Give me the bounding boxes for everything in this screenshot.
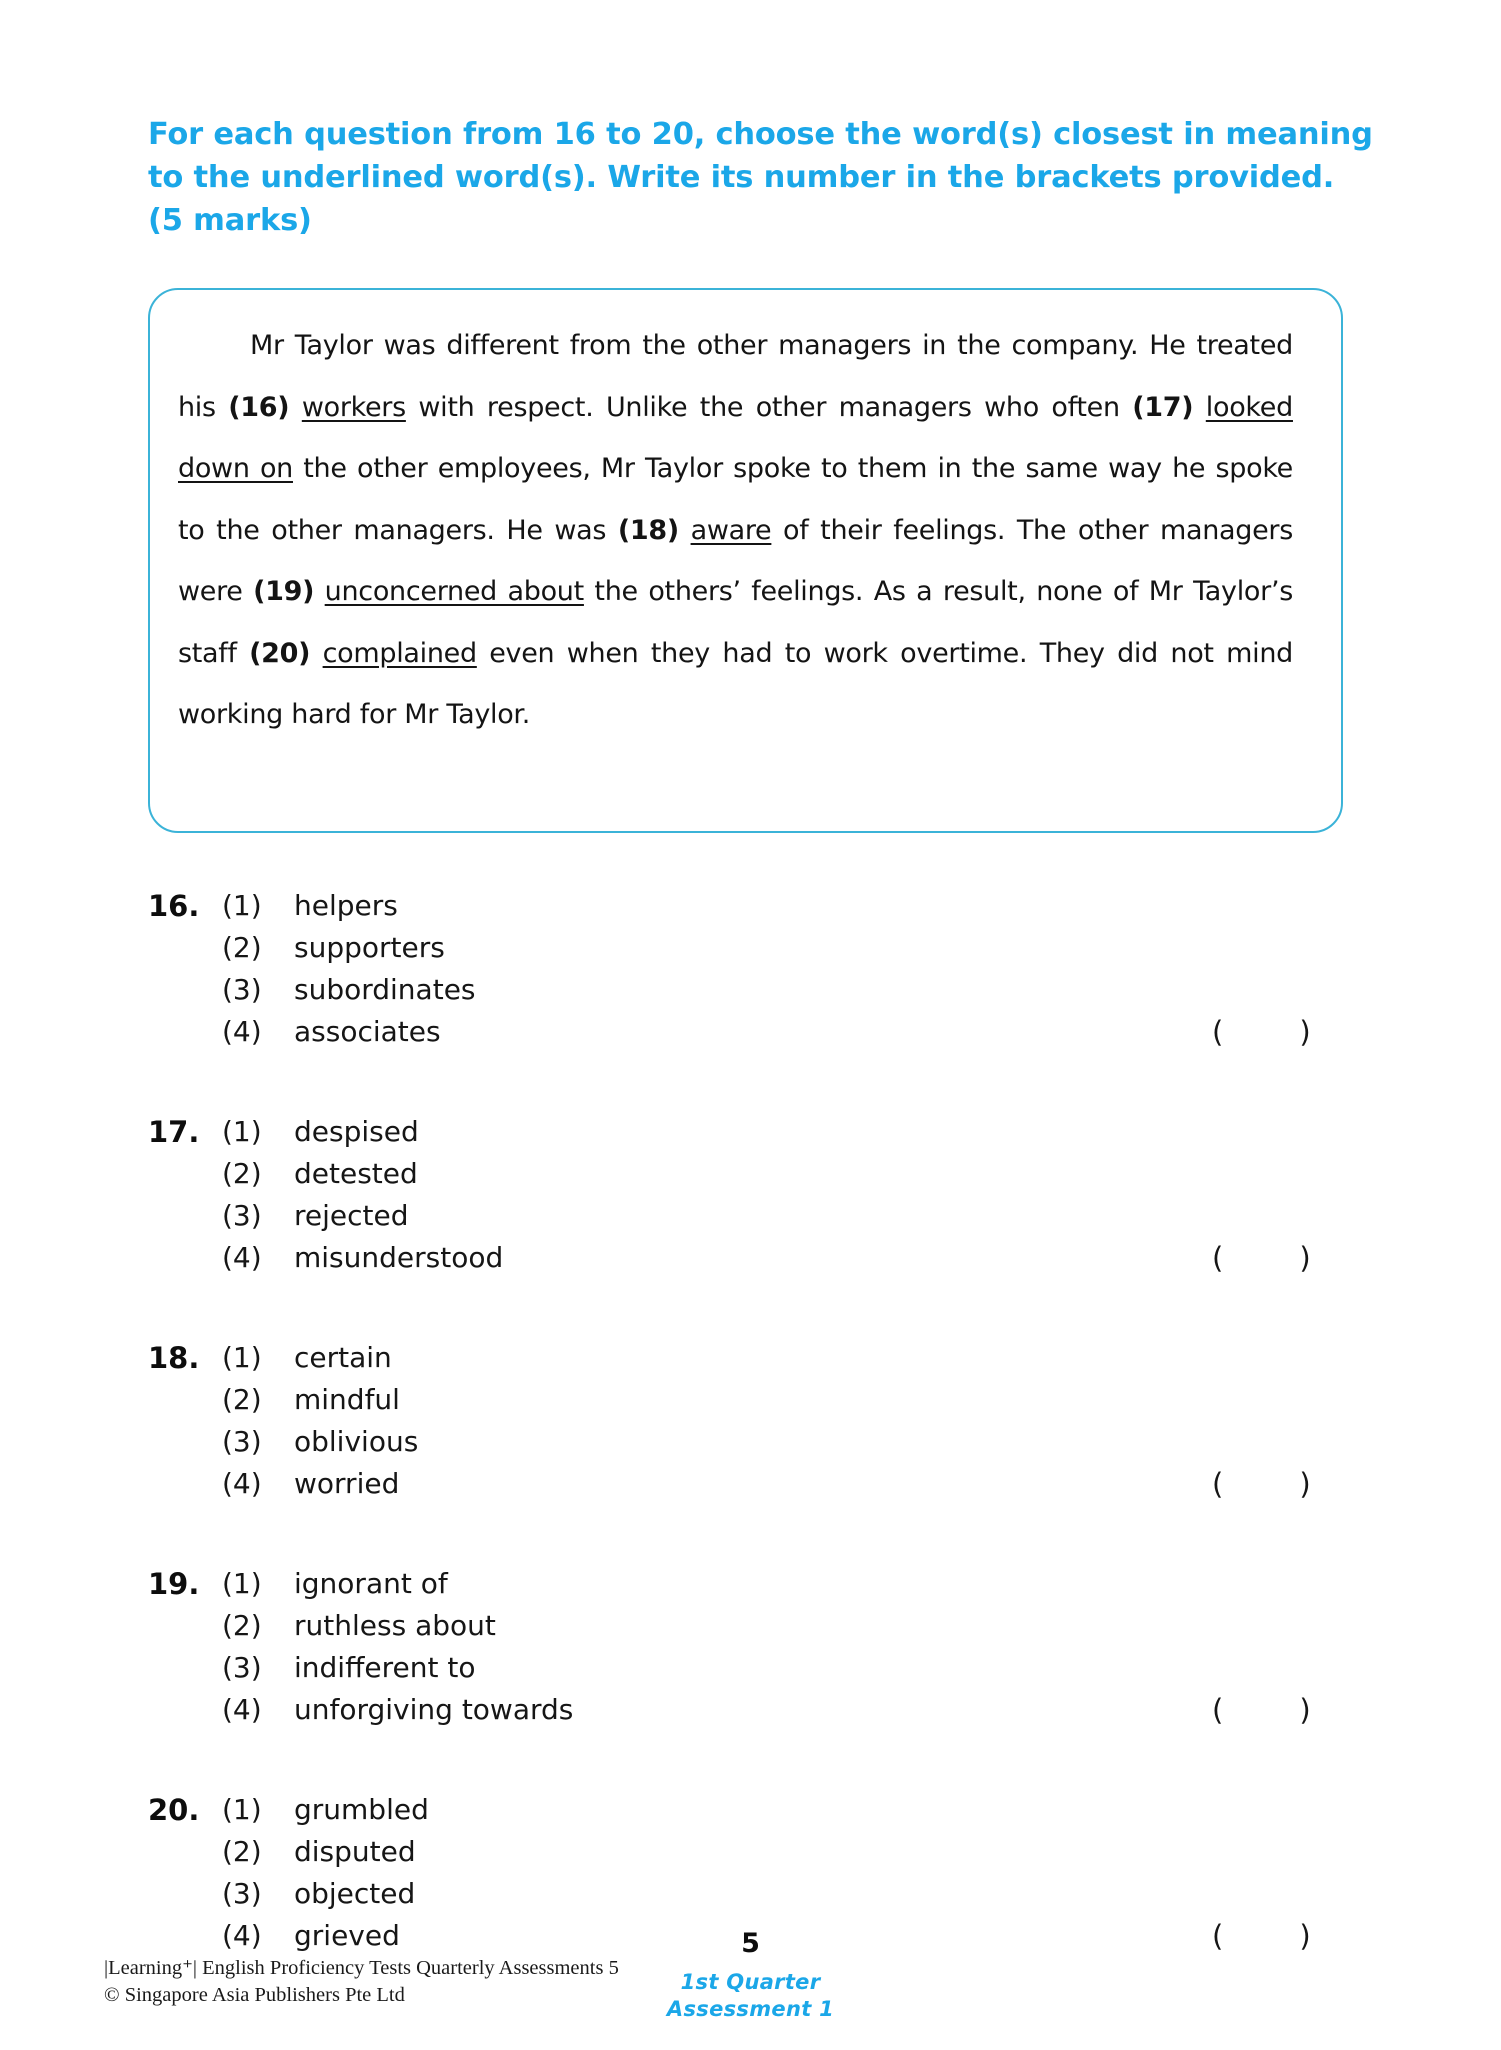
- instruction-line-2: to the underlined word(s). Write its number in the brackets provided.: [148, 160, 1335, 195]
- option-key: (4): [222, 1919, 262, 1952]
- question-block: [0, 885, 1501, 1061]
- option-text: despised: [294, 1115, 419, 1148]
- question-number: 20.: [148, 1793, 200, 1827]
- option-text: subordinates: [294, 973, 476, 1006]
- blank-number-20: (20): [249, 637, 311, 669]
- option-row[interactable]: [222, 1237, 1122, 1279]
- question-block: [0, 1337, 1501, 1513]
- option-list: [222, 1337, 1122, 1505]
- question-block: [0, 1563, 1501, 1739]
- blank-number-17: (17): [1132, 391, 1194, 423]
- bracket-close: ): [1299, 1241, 1311, 1275]
- option-row[interactable]: [222, 1379, 1122, 1421]
- option-text: indifferent to: [294, 1651, 476, 1684]
- bracket-close: ): [1299, 1693, 1311, 1727]
- question-number: 19.: [148, 1567, 200, 1601]
- answer-bracket[interactable]: [1212, 1463, 1311, 1505]
- option-key: (1): [222, 1341, 262, 1374]
- question-block: [0, 1111, 1501, 1287]
- option-row[interactable]: [222, 1605, 1122, 1647]
- option-key: (2): [222, 1383, 262, 1416]
- option-text: ignorant of: [294, 1567, 448, 1600]
- option-row[interactable]: [222, 1873, 1122, 1915]
- bracket-open: (: [1212, 1241, 1224, 1275]
- question-number: 16.: [148, 889, 200, 923]
- option-text: supporters: [294, 931, 445, 964]
- question-number: 17.: [148, 1115, 200, 1149]
- instruction-line-3: (5 marks): [148, 203, 312, 238]
- underlined-word-18: aware: [690, 514, 772, 546]
- questions-list: [0, 885, 1501, 2015]
- passage-text: [178, 315, 1293, 746]
- option-text: unforgiving towards: [294, 1693, 574, 1726]
- option-row[interactable]: [222, 1463, 1122, 1505]
- option-text: associates: [294, 1015, 441, 1048]
- credit-line-2: © Singapore Asia Publishers Pte Ltd: [104, 1984, 405, 2006]
- passage-segment-4: of their feelings. The other managers were: [178, 514, 1293, 607]
- option-text: mindful: [294, 1383, 400, 1416]
- option-text: grieved: [294, 1919, 400, 1952]
- passage-segment-2: with respect. Unlike the other managers who often: [405, 391, 1133, 423]
- option-row[interactable]: [222, 1011, 1122, 1053]
- instruction-line-1: For each question from 16 to 20, choose the word(s) closest in meaning: [148, 117, 1373, 152]
- option-row[interactable]: [222, 969, 1122, 1011]
- bracket-open: (: [1212, 1693, 1224, 1727]
- option-row[interactable]: [222, 1689, 1122, 1731]
- option-text: objected: [294, 1877, 416, 1910]
- option-key: (2): [222, 1835, 262, 1868]
- option-row[interactable]: [222, 1153, 1122, 1195]
- option-key: (2): [222, 1609, 262, 1642]
- option-list: [222, 885, 1122, 1053]
- option-key: (3): [222, 1425, 262, 1458]
- answer-bracket[interactable]: [1212, 1237, 1311, 1279]
- bracket-close: ): [1299, 1919, 1311, 1953]
- assessment-line-2: Assessment 1: [666, 1997, 835, 2021]
- question-number: 18.: [148, 1341, 200, 1375]
- assessment-line-1: 1st Quarter: [680, 1970, 821, 1994]
- option-text: ruthless about: [294, 1609, 496, 1642]
- blank-number-16: (16): [228, 391, 290, 423]
- bracket-open: (: [1212, 1467, 1224, 1501]
- instruction-heading: [148, 113, 1373, 242]
- option-list: [222, 1563, 1122, 1731]
- option-key: (4): [222, 1015, 262, 1048]
- passage-segment-1: Mr Taylor was different from the other managers in the company. He treated his: [178, 330, 1293, 423]
- option-text: certain: [294, 1341, 392, 1374]
- option-row[interactable]: [222, 885, 1122, 927]
- option-text: oblivious: [294, 1425, 419, 1458]
- option-list: [222, 1111, 1122, 1279]
- option-text: detested: [294, 1157, 418, 1190]
- option-row[interactable]: [222, 1111, 1122, 1153]
- underlined-word-20: complained: [322, 637, 477, 669]
- page-number: 5: [741, 1928, 760, 1959]
- assessment-label: [0, 1969, 1501, 2023]
- option-key: (2): [222, 1157, 262, 1190]
- option-key: (2): [222, 931, 262, 964]
- option-key: (3): [222, 1199, 262, 1232]
- credit-line-1: |Learning⁺| English Proficiency Tests Quarterly Assessments 5: [104, 1957, 619, 1979]
- option-key: (3): [222, 1877, 262, 1910]
- underlined-word-16: workers: [301, 391, 406, 423]
- bracket-close: ): [1299, 1467, 1311, 1501]
- option-text: worried: [294, 1467, 400, 1500]
- option-row[interactable]: [222, 1337, 1122, 1379]
- option-row[interactable]: [222, 1421, 1122, 1463]
- underlined-word-19: unconcerned about: [324, 576, 584, 607]
- blank-number-19: (19): [253, 576, 315, 607]
- passage-segment-5: the others’ feelings. As a result, none of Mr Taylor’s staff: [178, 576, 1293, 669]
- underlined-word-17: looked down on: [178, 391, 1293, 484]
- option-key: (1): [222, 1793, 262, 1826]
- option-key: (3): [222, 1651, 262, 1684]
- blank-number-18: (18): [617, 514, 679, 546]
- option-key: (4): [222, 1467, 262, 1500]
- passage-segment-3: the other employees, Mr Taylor spoke to them in the same way he spoke to the other managers. He was: [178, 453, 1293, 546]
- bracket-open: (: [1212, 1015, 1224, 1049]
- answer-bracket[interactable]: [1212, 1011, 1311, 1053]
- answer-bracket[interactable]: [1212, 1689, 1311, 1731]
- option-key: (4): [222, 1241, 262, 1274]
- option-row[interactable]: [222, 1789, 1122, 1831]
- option-key: (1): [222, 1567, 262, 1600]
- option-key: (4): [222, 1693, 262, 1726]
- option-key: (3): [222, 973, 262, 1006]
- option-text: rejected: [294, 1199, 409, 1232]
- option-row[interactable]: [222, 1195, 1122, 1237]
- option-text: disputed: [294, 1835, 416, 1868]
- bracket-close: ): [1299, 1015, 1311, 1049]
- passage-segment-6: even when they had to work overtime. They did not mind working hard for Mr Taylor.: [178, 637, 1293, 730]
- option-row[interactable]: [222, 927, 1122, 969]
- option-row[interactable]: [222, 1831, 1122, 1873]
- option-key: (1): [222, 889, 262, 922]
- option-text: helpers: [294, 889, 398, 922]
- option-key: (1): [222, 1115, 262, 1148]
- option-text: grumbled: [294, 1793, 429, 1826]
- option-text: misunderstood: [294, 1241, 504, 1274]
- bracket-open: (: [1212, 1919, 1224, 1953]
- option-row[interactable]: [222, 1563, 1122, 1605]
- option-row[interactable]: [222, 1647, 1122, 1689]
